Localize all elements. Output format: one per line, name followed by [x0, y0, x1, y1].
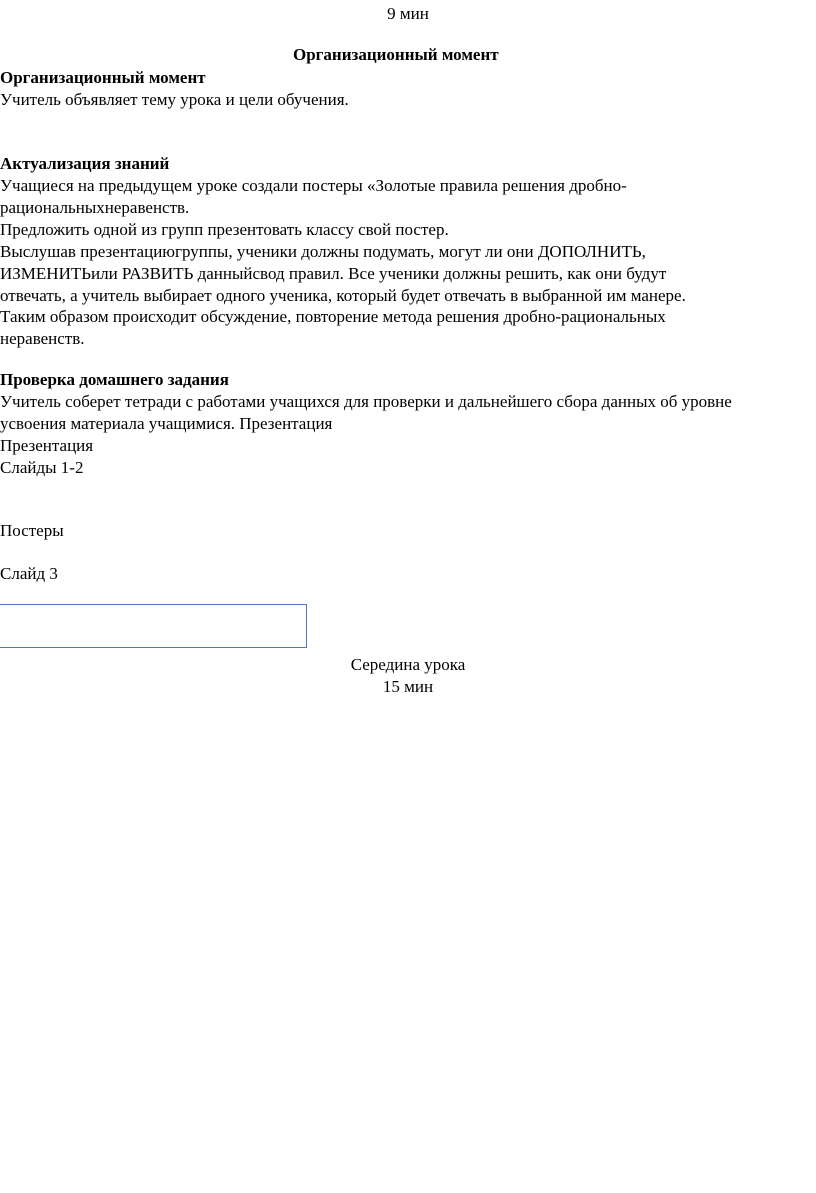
- next-stage-title: Середина урока: [350, 655, 466, 674]
- homework-line-tail: Презентация: [235, 414, 333, 433]
- knowledge-line: Таким образом происходит обсуждение, повторение метода решения дробно-рациональных: [0, 307, 666, 326]
- knowledge-line: ИЗМЕНИТЬили РАЗВИТЬ данныйсвод правил. Все ученики должны решить, как они будут: [0, 264, 667, 283]
- stage-title-line: [287, 44, 499, 66]
- stage-duration: 9 мин: [387, 4, 429, 23]
- knowledge-line: рациональныхнеравенств.: [0, 198, 190, 217]
- homework-heading: Проверка домашнего задания: [0, 370, 229, 389]
- knowledge-line: Предложить одной из групп презентовать классу свой постер.: [0, 220, 449, 239]
- org-moment-text: Учитель объявляет тему урока и цели обучения.: [0, 90, 349, 109]
- knowledge-line: неравенств.: [0, 329, 85, 348]
- text-frame-box: [0, 604, 307, 648]
- knowledge-line: отвечать, а учитель выбирает одного ученика, который будет отвечать в выбранной им манере.: [0, 286, 686, 305]
- homework-line: Учитель соберет тетради с работами учащихся для проверки и дальнейшего сбора данных об уровне: [0, 392, 732, 411]
- resource-presentation: Презентация: [0, 436, 94, 455]
- resource-posters: Постеры: [0, 521, 64, 540]
- homework-line-text: усвоения материала учащимися.: [0, 414, 236, 433]
- org-moment-heading: Организационный момент: [0, 68, 206, 87]
- knowledge-heading: Актуализация знаний: [0, 154, 170, 173]
- knowledge-line: Выслушав презентациюгруппы, ученики должны подумать, могут ли они ДОПОЛНИТЬ,: [0, 242, 646, 261]
- resource-slides: Слайды 1-2: [0, 458, 84, 477]
- knowledge-line: Учащиеся на предыдущем уроке создали постеры «Золотые правила решения дробно-: [0, 176, 627, 195]
- next-stage-duration: 15 мин: [382, 677, 434, 696]
- homework-line: [0, 413, 332, 435]
- stage-title: Организационный момент: [293, 45, 499, 64]
- resource-slide-3: Слайд 3: [0, 564, 58, 583]
